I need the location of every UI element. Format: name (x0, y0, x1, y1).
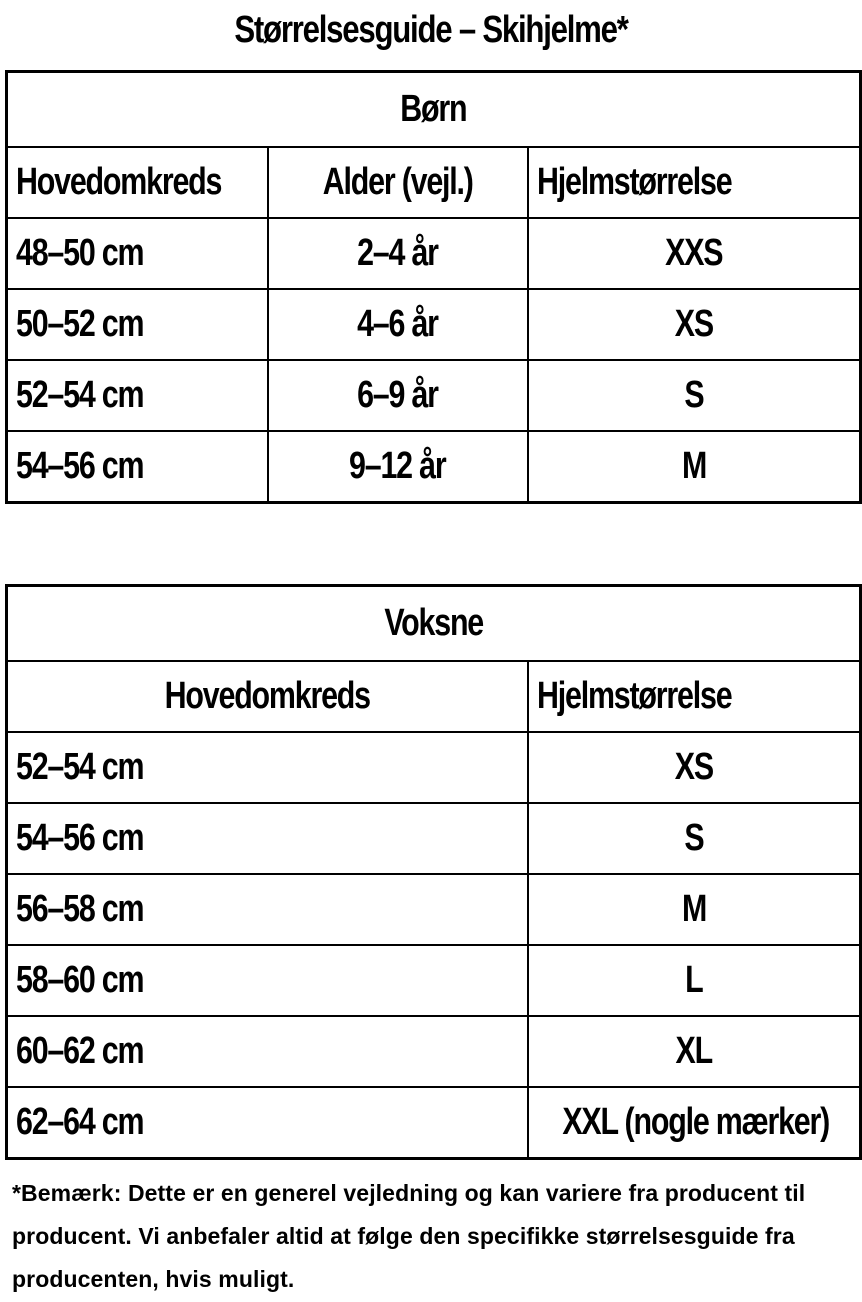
adults-size-value: XS (674, 746, 713, 788)
table-cell (528, 803, 861, 874)
kids-caption-row (7, 72, 861, 148)
adults-circumference-value: 60–62 cm (16, 1030, 144, 1072)
kids-circumference-value: 48–50 cm (16, 232, 144, 274)
table-cell (528, 1016, 861, 1087)
adults-header-helmet-size: Hjelmstørrelse (536, 675, 731, 717)
table-cell (7, 289, 268, 360)
table-row (7, 945, 861, 1016)
adults-size-value: S (684, 817, 704, 859)
adults-caption-row (7, 586, 861, 662)
kids-header-helmet-size: Hjelmstørrelse (536, 161, 731, 203)
kids-age-value: 9–12 år (349, 445, 446, 487)
adults-circumference-value: 54–56 cm (16, 817, 144, 859)
table-cell (7, 431, 268, 503)
table-cell (7, 360, 268, 431)
table-cell (7, 874, 528, 945)
adults-size-table (5, 584, 862, 1160)
kids-header-cell (268, 147, 528, 218)
table-cell (528, 431, 861, 503)
table-cell (7, 803, 528, 874)
adults-circumference-value: 62–64 cm (16, 1101, 144, 1143)
kids-age-value: 4–6 år (357, 303, 438, 345)
kids-size-value: XXS (665, 232, 723, 274)
kids-caption-cell (7, 72, 861, 148)
table-row (7, 874, 861, 945)
kids-age-value: 6–9 år (357, 374, 438, 416)
kids-header-age: Alder (vejl.) (322, 161, 473, 203)
kids-size-value: S (684, 374, 704, 416)
table-cell (7, 1016, 528, 1087)
adults-caption: Voksne (384, 602, 483, 644)
adults-header-cell (528, 661, 861, 732)
kids-header-cell (7, 147, 268, 218)
table-cell (268, 431, 528, 503)
kids-circumference-value: 50–52 cm (16, 303, 144, 345)
table-cell (7, 1087, 528, 1159)
adults-circumference-value: 52–54 cm (16, 746, 144, 788)
table-cell (528, 360, 861, 431)
table-cell (268, 218, 528, 289)
kids-header-circumference: Hovedomkreds (16, 161, 222, 203)
table-cell (7, 218, 268, 289)
adults-header-row (7, 661, 861, 732)
kids-size-table (5, 70, 862, 504)
table-cell (528, 218, 861, 289)
adults-circumference-value: 58–60 cm (16, 959, 144, 1001)
kids-circumference-value: 54–56 cm (16, 445, 144, 487)
adults-size-value: M (681, 888, 706, 930)
kids-caption: Børn (400, 88, 467, 130)
table-cell (528, 874, 861, 945)
table-row (7, 1016, 861, 1087)
table-cell (7, 732, 528, 803)
adults-size-value: XXL (nogle mærker) (561, 1101, 829, 1143)
kids-size-value: XS (674, 303, 713, 345)
table-cell (528, 1087, 861, 1159)
table-cell (268, 289, 528, 360)
kids-size-value: M (681, 445, 706, 487)
table-row (7, 289, 861, 360)
adults-size-value: XL (675, 1030, 712, 1072)
adults-header-cell (7, 661, 528, 732)
table-cell (528, 732, 861, 803)
table-row (7, 218, 861, 289)
kids-circumference-value: 52–54 cm (16, 374, 144, 416)
table-cell (7, 945, 528, 1016)
page-title: Størrelsesguide – Skihjelme* (234, 9, 628, 51)
kids-header-row (7, 147, 861, 218)
footnote: *Bemærk: Dette er en generel vejledning og kan variere fra producent til producent. Vi anbefaler altid at følge den specifikke størrelsesguide fra producenten, hvis muligt. (12, 1180, 806, 1292)
adults-caption-cell (7, 586, 861, 662)
kids-header-cell (528, 147, 861, 218)
kids-age-value: 2–4 år (357, 232, 438, 274)
table-cell (268, 360, 528, 431)
table-row (7, 803, 861, 874)
table-row (7, 431, 861, 503)
adults-header-circumference: Hovedomkreds (164, 675, 370, 717)
table-cell (528, 945, 861, 1016)
table-cell (528, 289, 861, 360)
table-row (7, 360, 861, 431)
adults-circumference-value: 56–58 cm (16, 888, 144, 930)
table-row (7, 1087, 861, 1159)
adults-size-value: L (685, 959, 703, 1001)
table-row (7, 732, 861, 803)
